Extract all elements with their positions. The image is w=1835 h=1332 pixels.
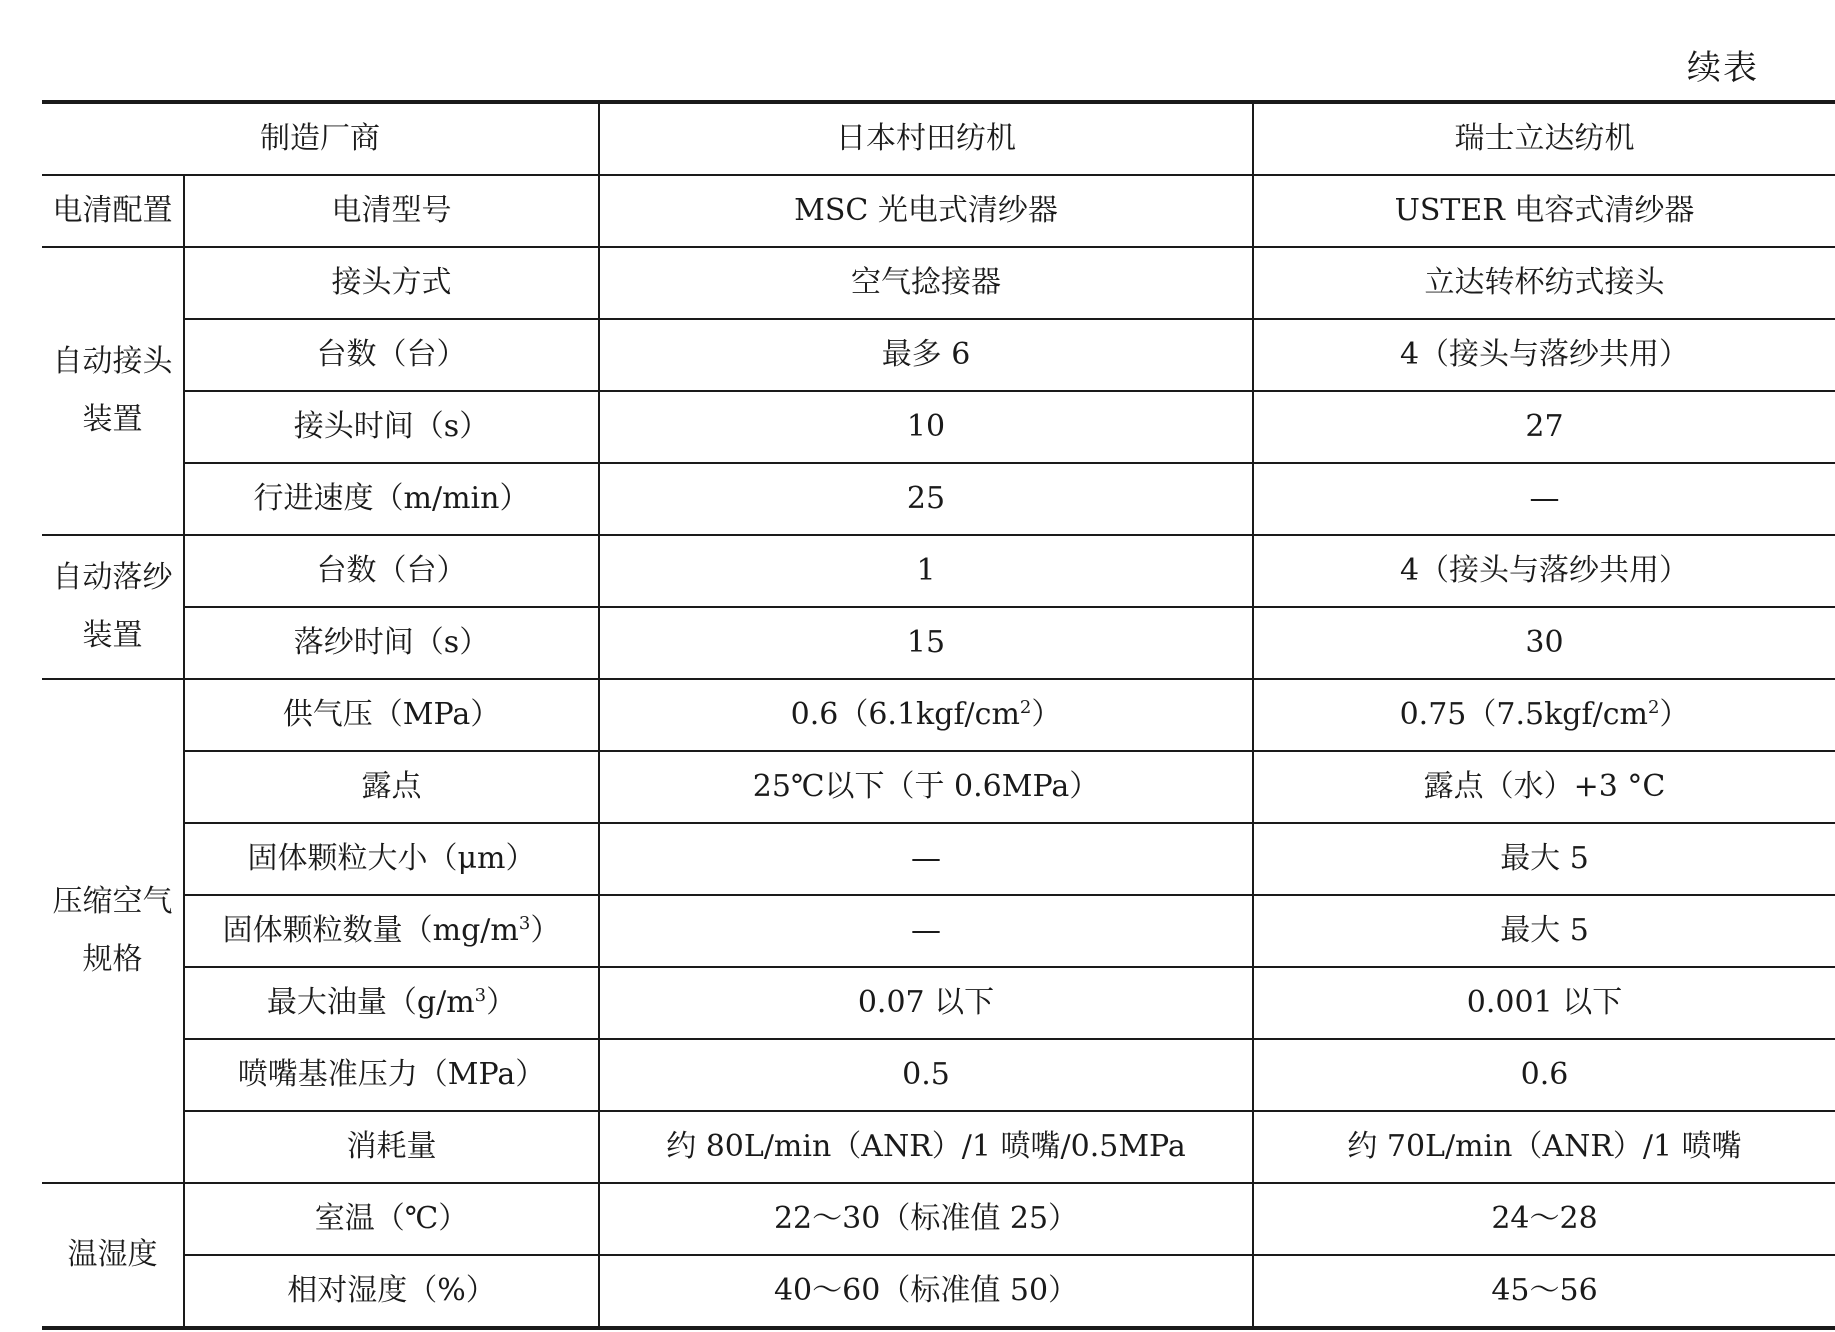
value-cell: 0.5 <box>599 1039 1253 1111</box>
value-cell: 最大 5 <box>1253 823 1835 895</box>
value-cell: 露点（水）+3 °C <box>1253 751 1835 823</box>
table-continued-caption: 续表 <box>1687 48 1759 88</box>
param-label: 行进速度（m/min） <box>184 463 599 535</box>
value-cell: 22～30（标准值 25） <box>599 1183 1253 1255</box>
value-cell: 0.6 <box>1253 1039 1835 1111</box>
spec-table <box>42 100 1835 1330</box>
param-label: 电清型号 <box>184 175 599 247</box>
group-label <box>42 247 184 535</box>
value-cell: MSC 光电式清纱器 <box>599 175 1253 247</box>
param-label: 相对湿度（%） <box>184 1255 599 1328</box>
value-cell: 30 <box>1253 607 1835 679</box>
value-cell: 15 <box>599 607 1253 679</box>
param-label <box>184 967 599 1039</box>
param-label: 落纱时间（s） <box>184 607 599 679</box>
value-cell: 4（接头与落纱共用） <box>1253 535 1835 607</box>
table-row <box>42 247 1835 319</box>
group-label <box>42 679 184 1183</box>
group-label-line: 规格 <box>82 942 143 977</box>
table-row <box>42 679 1835 751</box>
table-row <box>42 823 1835 895</box>
table-row <box>42 391 1835 463</box>
column-header-murata: 日本村田纺机 <box>599 102 1253 175</box>
param-label: 固体颗粒大小（μm） <box>184 823 599 895</box>
value-cell: 最大 5 <box>1253 895 1835 967</box>
superscript: 2 <box>1647 697 1660 718</box>
value-cell: — <box>1253 463 1835 535</box>
group-label <box>42 535 184 679</box>
table-row <box>42 751 1835 823</box>
value-cell: 约 70L/min（ANR）/1 喷嘴 <box>1253 1111 1835 1183</box>
value-cell: USTER 电容式清纱器 <box>1253 175 1835 247</box>
param-text: 最大油量（g/m <box>266 985 475 1020</box>
param-label: 露点 <box>184 751 599 823</box>
value-cell: 45～56 <box>1253 1255 1835 1328</box>
table-row <box>42 967 1835 1039</box>
value-cell: 0.07 以下 <box>599 967 1253 1039</box>
value-text: 0.75（7.5kgf/cm <box>1399 697 1648 732</box>
param-label: 室温（℃） <box>184 1183 599 1255</box>
table-row <box>42 175 1835 247</box>
param-label: 喷嘴基准压力（MPa） <box>184 1039 599 1111</box>
group-label-line: 装置 <box>82 618 143 653</box>
table-row <box>42 607 1835 679</box>
param-label: 消耗量 <box>184 1111 599 1183</box>
value-cell: 0.001 以下 <box>1253 967 1835 1039</box>
table-row <box>42 1111 1835 1183</box>
param-text: ） <box>530 913 561 948</box>
param-label: 供气压（MPa） <box>184 679 599 751</box>
value-text: ） <box>1031 697 1062 732</box>
value-cell: 1 <box>599 535 1253 607</box>
value-cell: 25 <box>599 463 1253 535</box>
table-row <box>42 1039 1835 1111</box>
group-label-line: 自动落纱 <box>52 560 173 595</box>
superscript: 3 <box>474 985 487 1006</box>
value-cell: 最多 6 <box>599 319 1253 391</box>
value-cell: 24～28 <box>1253 1183 1835 1255</box>
table-row <box>42 319 1835 391</box>
param-label: 接头方式 <box>184 247 599 319</box>
group-label-line: 自动接头 <box>52 344 173 379</box>
table-row <box>42 895 1835 967</box>
value-cell: 约 80L/min（ANR）/1 喷嘴/0.5MPa <box>599 1111 1253 1183</box>
param-label: 台数（台） <box>184 535 599 607</box>
table-row <box>42 1255 1835 1328</box>
value-cell: — <box>599 895 1253 967</box>
value-cell: 40～60（标准值 50） <box>599 1255 1253 1328</box>
param-text: 固体颗粒数量（mg/m <box>222 913 519 948</box>
param-label: 接头时间（s） <box>184 391 599 463</box>
group-label: 温湿度 <box>42 1183 184 1328</box>
param-label: 台数（台） <box>184 319 599 391</box>
manufacturer-header: 制造厂商 <box>260 121 380 156</box>
value-cell: 4（接头与落纱共用） <box>1253 319 1835 391</box>
value-cell: 立达转杯纺式接头 <box>1253 247 1835 319</box>
value-cell: 27 <box>1253 391 1835 463</box>
group-label-line: 压缩空气 <box>52 884 173 919</box>
group-label-line: 装置 <box>82 402 143 437</box>
value-cell: 空气捻接器 <box>599 247 1253 319</box>
table-row <box>42 1183 1835 1255</box>
table-row <box>42 535 1835 607</box>
header-row <box>42 102 1835 175</box>
value-cell <box>1253 679 1835 751</box>
superscript: 3 <box>518 913 531 934</box>
column-header-rieter: 瑞士立达纺机 <box>1253 102 1835 175</box>
group-label: 电清配置 <box>42 175 184 247</box>
param-text: ） <box>486 985 517 1020</box>
value-text: ） <box>1659 697 1690 732</box>
value-cell: — <box>599 823 1253 895</box>
param-label <box>184 895 599 967</box>
value-cell: 10 <box>599 391 1253 463</box>
value-cell: 25℃以下（于 0.6MPa） <box>599 751 1253 823</box>
superscript: 2 <box>1019 697 1032 718</box>
value-cell <box>599 679 1253 751</box>
table-row <box>42 463 1835 535</box>
value-text: 0.6（6.1kgf/cm <box>790 697 1020 732</box>
